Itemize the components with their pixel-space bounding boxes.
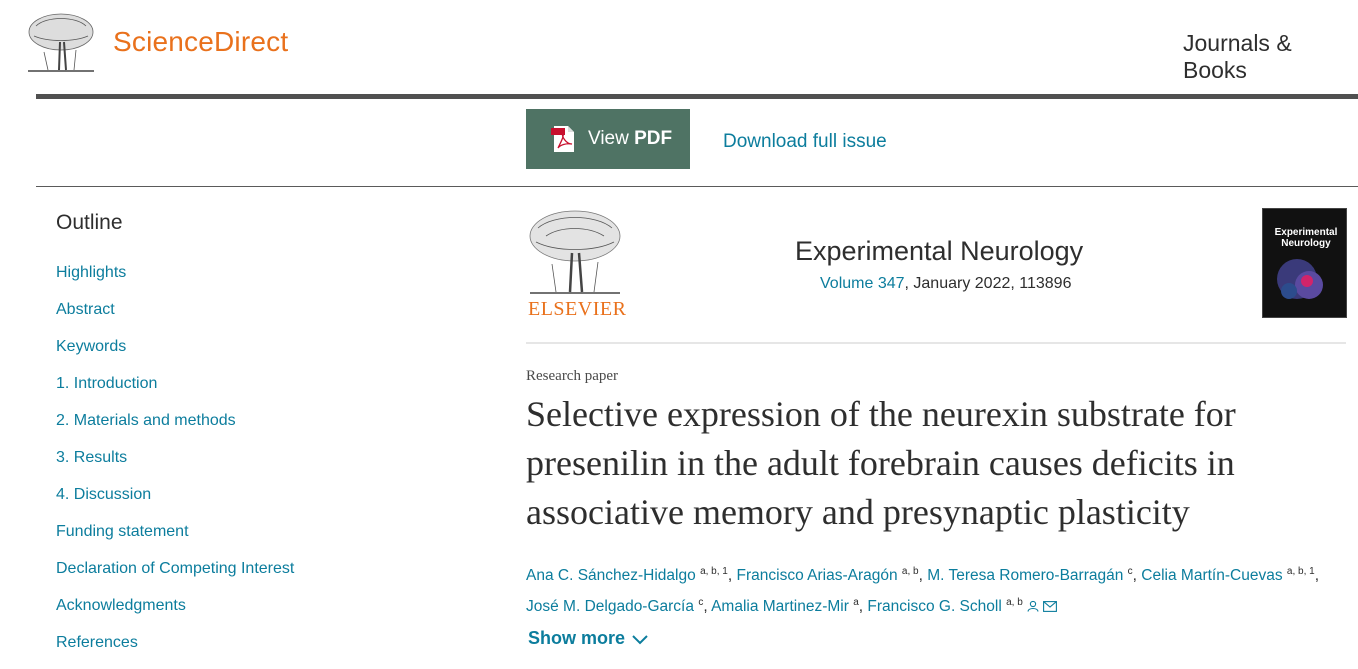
journal-name-link[interactable]: Experimental Neurology (795, 236, 1084, 266)
article-type: Research paper (526, 368, 619, 384)
outline-item-introduction[interactable]: 1. Introduction (56, 375, 158, 392)
elsevier-wordmark: ELSEVIER (528, 298, 627, 320)
elsevier-tree-logo-icon[interactable] (26, 12, 96, 74)
author-affiliation: a, b, 1 (1286, 566, 1315, 577)
header-divider (36, 94, 1358, 99)
author-link[interactable]: Celia Martín-Cuevas (1141, 567, 1283, 585)
person-icon[interactable] (1027, 600, 1039, 612)
cover-art-icon (1271, 253, 1339, 309)
article-title: Selective expression of the neurexin substrate for presenilin in the adult forebrain causes deficits in associative memory and presynaptic plasticity (526, 394, 1236, 532)
outline-item-competing-interest[interactable]: Declaration of Competing Interest (56, 560, 295, 577)
toolbar-divider (36, 186, 1358, 187)
author-link[interactable]: Francisco Arias-Aragón (736, 567, 898, 585)
journal-cover-image[interactable] (1262, 208, 1347, 318)
author-link[interactable]: José M. Delgado-García (526, 598, 694, 616)
outline-item-discussion[interactable]: 4. Discussion (56, 486, 152, 503)
author-affiliation: a, b (901, 566, 919, 577)
author-affiliation: c (698, 597, 704, 609)
outline-item-references[interactable]: References (56, 634, 138, 651)
elsevier-logo-icon[interactable] (526, 208, 624, 296)
show-more-button[interactable] (528, 628, 649, 649)
author-affiliation: a (853, 597, 859, 609)
author-affiliation: a, b, 1 (700, 566, 728, 577)
outline-item-acknowledgments[interactable]: Acknowledgments (56, 597, 186, 614)
outline-item-keywords[interactable]: Keywords (56, 338, 127, 355)
outline-item-highlights[interactable]: Highlights (56, 264, 127, 281)
author-affiliation: c (1127, 566, 1133, 577)
outline-item-funding[interactable]: Funding statement (56, 523, 189, 540)
download-full-issue-link[interactable]: Download full issue (723, 131, 887, 152)
cover-title: Experimental Neurology (1274, 227, 1338, 249)
author-link[interactable]: Amalia Martinez-Mir (711, 598, 849, 616)
pdf-file-icon (548, 124, 578, 154)
volume-link[interactable]: Volume 347 (820, 275, 905, 292)
outline-list (56, 262, 294, 669)
journal-divider (526, 342, 1346, 344)
outline-item-results[interactable]: 3. Results (56, 449, 128, 466)
envelope-icon[interactable] (1043, 601, 1057, 612)
view-pdf-button[interactable] (526, 109, 690, 169)
chevron-down-icon (631, 634, 649, 645)
volume-date: , January 2022, 113896 (904, 275, 1072, 292)
volume-line (820, 275, 1071, 293)
author-link[interactable]: Ana C. Sánchez-Hidalgo (526, 567, 696, 585)
author-list: Ana C. Sánchez-Hidalgo $^{a, b, 1}$, Francisco Arias-Aragón $^{a, b}$, M. Teresa Romero-Barragán $^c$, Celia Martín-Cuevas $^{a, b, 1}$, José M. Delgado-García $^c$, Amalia Martinez-Mir $^a$, Francisco G. Scholl $^{a, b}$ (526, 566, 1320, 616)
outline-title: Outline (56, 211, 123, 234)
brand-name[interactable]: ScienceDirect (113, 26, 289, 57)
author-link[interactable]: Francisco G. Scholl (867, 598, 1002, 616)
outline-item-abstract[interactable]: Abstract (56, 301, 115, 318)
author-affiliation: a, b (1006, 597, 1023, 609)
author-link[interactable]: M. Teresa Romero-Barragán (927, 567, 1124, 585)
view-pdf-label: View PDF (588, 128, 673, 149)
show-more-label: Show more (528, 628, 626, 648)
outline-item-methods[interactable]: 2. Materials and methods (56, 412, 236, 429)
journals-books-link[interactable]: Journals & Books (1183, 30, 1292, 83)
